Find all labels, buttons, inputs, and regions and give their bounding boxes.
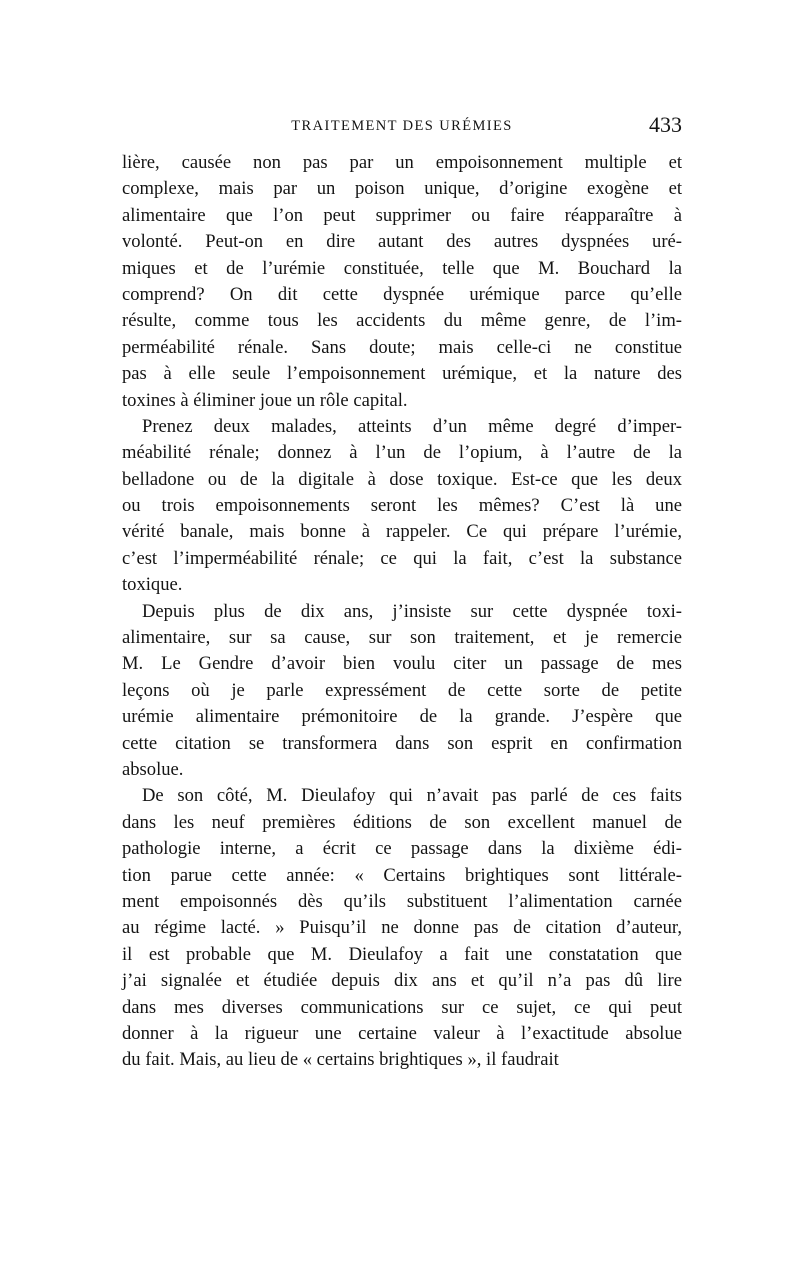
text-line: M. Le Gendre d’avoir bien voulu citer un passage de mes bbox=[122, 653, 682, 675]
text-line: De son côté, M. Dieulafoy qui n’avait pas parlé de ces faits bbox=[142, 785, 682, 807]
text-line: urémie alimentaire prémonitoire de la grande. J’espère que bbox=[122, 706, 682, 728]
text-line: cette citation se transformera dans son esprit en confirmation bbox=[122, 732, 682, 754]
paragraph bbox=[122, 599, 682, 784]
text-line: lière, causée non pas par un empoisonnement multiple et bbox=[122, 152, 682, 173]
text-line: vérité banale, mais bonne à rappeler. Ce qui prépare l’urémie, bbox=[122, 521, 682, 543]
text-line: pathologie interne, a écrit ce passage dans la dixième édi- bbox=[122, 838, 682, 860]
paragraph bbox=[122, 783, 682, 1073]
text-line: alimentaire, sur sa cause, sur son traitement, et je remercie bbox=[122, 627, 682, 649]
text-line: Prenez deux malades, atteints d’un même degré d’imper- bbox=[142, 415, 682, 437]
text-line: du fait. Mais, au lieu de « certains brightiques », il faudrait bbox=[122, 1049, 559, 1071]
text-line: donner à la rigueur une certaine valeur à l’exactitude absolue bbox=[122, 1022, 682, 1044]
text-line: perméabilité rénale. Sans doute; mais celle-ci ne constitue bbox=[122, 336, 682, 358]
paragraph bbox=[122, 414, 682, 599]
text-line: toxines à éliminer joue un rôle capital. bbox=[122, 389, 408, 411]
body-text bbox=[122, 150, 682, 1074]
text-line: ment empoisonnés dès qu’ils substituent l’alimentation carnée bbox=[122, 890, 682, 912]
page-number: 433 bbox=[649, 112, 682, 137]
text-line: dans les neuf premières éditions de son excellent manuel de bbox=[122, 811, 682, 833]
text-line: belladone ou de la digitale à dose toxique. Est-ce que les deux bbox=[122, 468, 682, 490]
running-title: TRAITEMENT DES URÉMIES bbox=[291, 118, 513, 134]
text-line: toxique. bbox=[122, 574, 183, 596]
text-line: miques et de l’urémie constituée, telle que M. Bouchard la bbox=[122, 257, 682, 279]
text-line: méabilité rénale; donnez à l’un de l’opium, à l’autre de la bbox=[122, 442, 682, 464]
text-line: complexe, mais par un poison unique, d’origine exogène et bbox=[122, 178, 682, 200]
text-line: ou trois empoisonnements seront les mêmes? C’est là une bbox=[122, 495, 682, 517]
text-line: j’ai signalée et étudiée depuis dix ans et qu’il n’a pas dû lire bbox=[122, 970, 682, 992]
text-line: leçons où je parle expressément de cette sorte de petite bbox=[122, 679, 682, 701]
text-line: il est probable que M. Dieulafoy a fait une constatation que bbox=[122, 943, 682, 965]
paragraph bbox=[122, 150, 682, 414]
text-line: dans mes diverses communications sur ce sujet, ce qui peut bbox=[122, 996, 682, 1018]
text-line: résulte, comme tous les accidents du même genre, de l’im- bbox=[122, 310, 682, 332]
text-line: comprend? On dit cette dyspnée urémique parce qu’elle bbox=[122, 283, 682, 305]
text-line: pas à elle seule l’empoisonnement urémique, et la nature des bbox=[122, 363, 682, 385]
text-line: tion parue cette année: « Certains brightiques sont littérale- bbox=[122, 864, 682, 886]
text-line: absolue. bbox=[122, 758, 184, 780]
text-line: Depuis plus de dix ans, j’insiste sur cette dyspnée toxi- bbox=[142, 600, 682, 622]
text-line: c’est l’imperméabilité rénale; ce qui la fait, c’est la substance bbox=[122, 547, 682, 569]
text-line: volonté. Peut-on en dire autant des autres dyspnées uré- bbox=[122, 231, 682, 253]
text-line: alimentaire que l’on peut supprimer ou faire réapparaître à bbox=[122, 204, 682, 226]
page-header bbox=[122, 112, 682, 142]
text-line: au régime lacté. » Puisqu’il ne donne pas de citation d’auteur, bbox=[122, 917, 682, 939]
